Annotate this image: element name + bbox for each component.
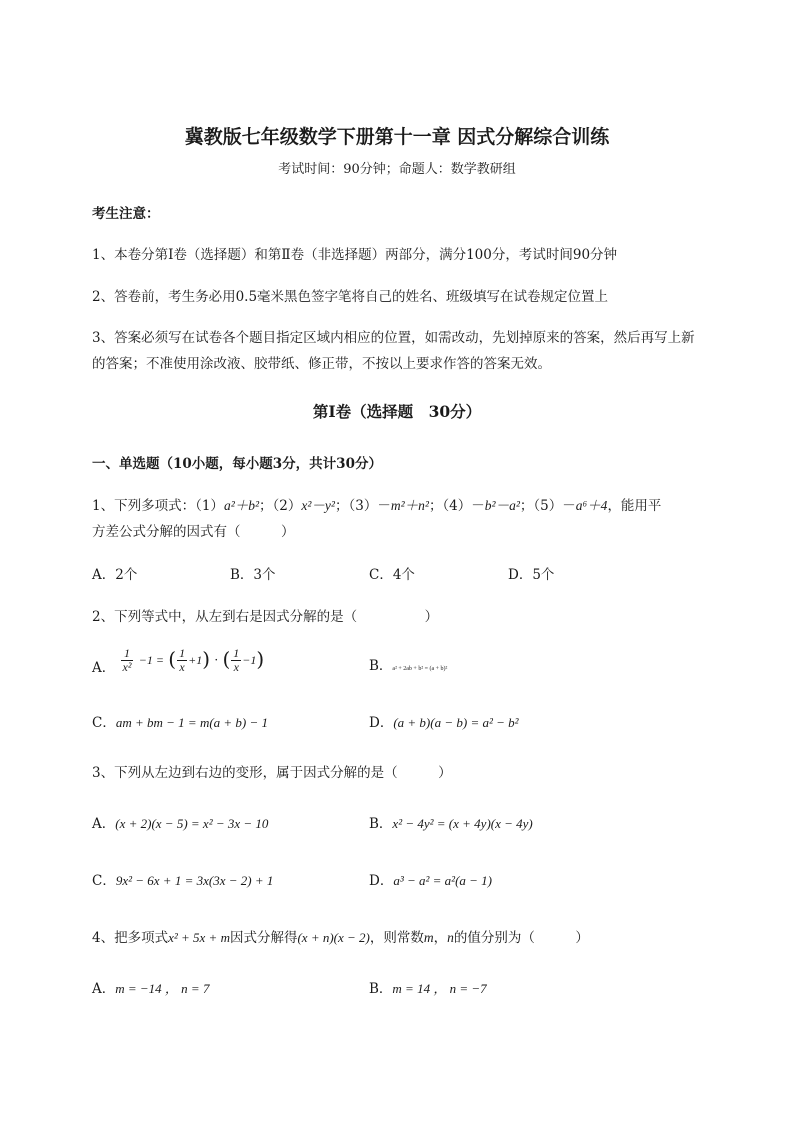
q3-option-d[interactable]: D．a³ − a² = a²(a − 1) [369,873,492,889]
notice-item-3: 3、答案必须写在试卷各个题目指定区域内相应的位置，如需改动，先划掉原来的答案，然后再写上新 [92,330,695,346]
q2-option-c[interactable]: C．am + bm − 1 = m(a + b) − 1 [92,715,269,731]
notice-item-3-cont: 的答案；不准使用涂改液、胶带纸、修正带，不按以上要求作答的答案无效。 [92,356,551,372]
q1-option-c[interactable]: C．4个 [369,567,415,583]
question-1-stem-cont: 方差公式分解的因式有（ ） [92,524,295,540]
question-3-stem: 3、下列从左边到右边的变形，属于因式分解的是（ ） [92,765,452,781]
q2-option-d[interactable]: D．(a + b)(a − b) = a² − b² [369,715,519,731]
q3-option-c[interactable]: C．9x² − 6x + 1 = 3x(3x − 2) + 1 [92,873,274,889]
exam-info: 考试时间：90分钟；命题人：数学教研组 [278,162,516,177]
q2-option-b[interactable]: B．a² + 2ab + b² = (a + b)² [369,658,448,674]
question-4-stem: 4、把多项式x² + 5x + m因式分解得(x + n)(x − 2)，则常数m，n的值分别为（ ） [92,930,589,946]
q1-option-d[interactable]: D．5个 [508,567,555,583]
document-title: 冀教版七年级数学下册第十一章 因式分解综合训练 [184,126,610,148]
q2-option-a[interactable]: A． $\frac{1}{\text{x²}}$ −1 = ( $\frac{1}{x}$ +1) · ( $\frac{1}{x}$ −1) [92,646,265,676]
q1-option-b[interactable]: B．3个 [230,567,276,583]
question-1-stem: 1、下列多项式：（1）a²＋b²；（2）x²－y²；（3）－m²＋n²；（4）－b²－a²；（5）－a⁶＋4，能用平 [92,498,662,514]
q4-option-a[interactable]: A．m = −14 ， n = 7 [92,981,210,997]
notice-item-1: 1、本卷分第Ⅰ卷（选择题）和第Ⅱ卷（非选择题）两部分，满分100分，考试时间90分钟 [92,247,618,263]
q4-option-b[interactable]: B．m = 14 ， n = −7 [369,981,487,997]
q1-option-a[interactable]: A．2个 [92,567,138,583]
section-title: 第Ⅰ卷（选择题 30分） [312,402,482,421]
notice-heading: 考生注意： [92,206,160,222]
q2-a-fraction: $\frac{1}{\text{x²}}$ [122,646,132,674]
question-2-stem: 2、下列等式中，从左到右是因式分解的是（ ） [92,609,439,625]
q3-option-a[interactable]: A．(x + 2)(x − 5) = x² − 3x − 10 [92,816,269,832]
notice-item-2: 2、答卷前，考生务必用0.5毫米黑色签字笔将自己的姓名、班级填写在试卷规定位置上 [92,289,609,305]
q3-option-b[interactable]: B．x² − 4y² = (x + 4y)(x − 4y) [369,816,533,832]
part-heading: 一、单选题（10小题，每小题3分，共计30分） [92,456,382,472]
